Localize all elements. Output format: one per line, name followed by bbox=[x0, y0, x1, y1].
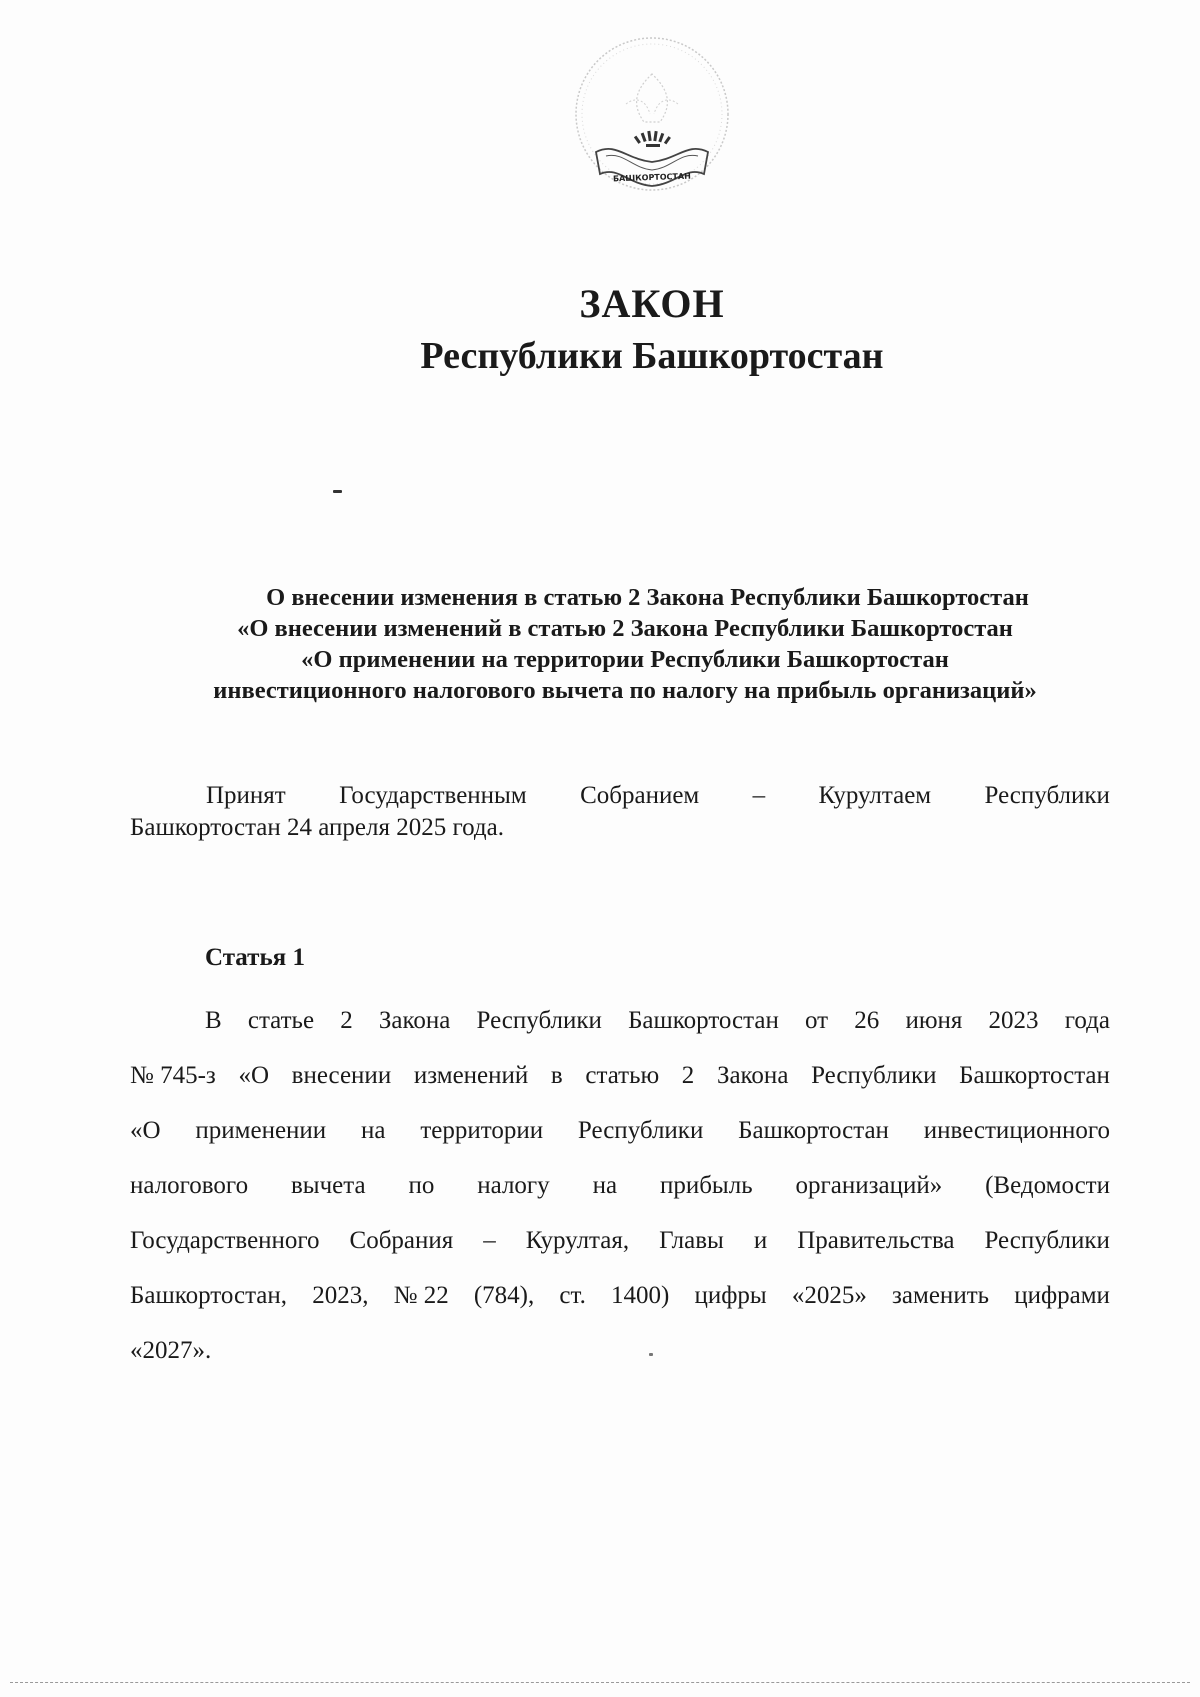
word: организаций» bbox=[795, 1172, 943, 1199]
word: 26 bbox=[854, 1007, 880, 1034]
word: 2023 bbox=[988, 1007, 1039, 1034]
word: Собранием bbox=[580, 782, 700, 809]
article-last-line: «2027». bbox=[130, 1337, 212, 1364]
word: в bbox=[550, 1062, 563, 1089]
adoption-line: Башкортостан 24 апреля 2025 года. bbox=[130, 814, 504, 841]
word: Закона bbox=[716, 1062, 789, 1089]
word: на bbox=[361, 1117, 386, 1144]
article-line bbox=[130, 1158, 1110, 1213]
document-title: ЗАКОН bbox=[579, 281, 725, 326]
article-line bbox=[130, 993, 1110, 1048]
article-line bbox=[130, 1268, 1110, 1323]
word: Башкортостан bbox=[628, 1007, 779, 1034]
word: статье bbox=[247, 1007, 315, 1034]
word: территории bbox=[420, 1117, 544, 1144]
word: инвестиционного bbox=[923, 1117, 1110, 1144]
word: № 745-з bbox=[130, 1062, 216, 1089]
word: июня bbox=[905, 1007, 963, 1034]
subject-line: «О применении на территории Республики Башкортостан bbox=[301, 646, 949, 673]
word: прибыль bbox=[659, 1172, 753, 1199]
word: Принят bbox=[206, 782, 286, 809]
word: от bbox=[805, 1007, 829, 1034]
word: Республики bbox=[811, 1062, 937, 1089]
word: статью bbox=[585, 1062, 660, 1089]
word: 2 bbox=[340, 1007, 353, 1034]
word: 2023, bbox=[312, 1282, 369, 1309]
word: Главы bbox=[659, 1227, 724, 1254]
subject-line: «О внесении изменений в статью 2 Закона Республики Башкортостан bbox=[237, 615, 1013, 642]
word: В bbox=[205, 1007, 222, 1034]
word: – bbox=[483, 1227, 496, 1254]
word: (Ведомости bbox=[985, 1172, 1110, 1199]
coat-of-arms-icon bbox=[566, 34, 756, 224]
word: Республики bbox=[577, 1117, 704, 1144]
word: по bbox=[408, 1172, 435, 1199]
word: «О bbox=[238, 1062, 270, 1089]
svg-text:БАШКОРТОСТАН: БАШКОРТОСТАН bbox=[612, 171, 691, 184]
article-line bbox=[130, 1048, 1110, 1103]
word: налогу bbox=[477, 1172, 550, 1199]
word: налогового bbox=[130, 1172, 249, 1199]
scan-speck bbox=[333, 490, 342, 493]
word: заменить bbox=[892, 1282, 990, 1309]
word: Республики bbox=[476, 1007, 602, 1034]
word: цифры bbox=[694, 1282, 767, 1309]
article-line bbox=[130, 1213, 1110, 1268]
word: на bbox=[592, 1172, 618, 1199]
word: Курултая, bbox=[525, 1227, 630, 1254]
word: «2025» bbox=[791, 1282, 867, 1309]
word: Государственным bbox=[339, 782, 527, 809]
word: Башкортостан bbox=[738, 1117, 889, 1144]
word: Республики bbox=[984, 782, 1110, 809]
word: Республики bbox=[984, 1227, 1110, 1254]
article-body bbox=[130, 993, 1110, 1378]
article-line bbox=[130, 1103, 1110, 1158]
word: цифрами bbox=[1014, 1282, 1110, 1309]
document-subtitle: Республики Башкортостан bbox=[420, 335, 884, 377]
word: вычета bbox=[290, 1172, 366, 1199]
word: и bbox=[753, 1227, 768, 1254]
word: Государственного bbox=[130, 1227, 320, 1254]
word: Башкортостан bbox=[959, 1062, 1110, 1089]
word: 2 bbox=[681, 1062, 695, 1089]
word: года bbox=[1064, 1007, 1110, 1034]
scan-speck bbox=[649, 1353, 653, 1356]
word: применении bbox=[195, 1117, 327, 1144]
word: Собрания bbox=[349, 1227, 454, 1254]
adoption-paragraph bbox=[130, 780, 1110, 844]
word: изменений bbox=[413, 1062, 529, 1089]
word: № 22 bbox=[393, 1282, 449, 1309]
subject-line: инвестиционного налогового вычета по налогу на прибыль организаций» bbox=[213, 677, 1037, 704]
scan-edge-line bbox=[10, 1682, 1190, 1683]
word: ст. bbox=[559, 1282, 586, 1309]
word: 1400) bbox=[610, 1282, 670, 1309]
article-heading: Статья 1 bbox=[205, 944, 305, 971]
subject-line: О внесении изменения в статью 2 Закона Республики Башкортостан bbox=[266, 584, 1029, 611]
word: Курултаем bbox=[818, 782, 932, 809]
word: Правительства bbox=[797, 1227, 955, 1254]
word: Закона bbox=[378, 1007, 451, 1034]
word: внесении bbox=[291, 1062, 392, 1089]
adoption-line bbox=[130, 780, 1110, 812]
word: Башкортостан, bbox=[130, 1282, 288, 1309]
word: «О bbox=[130, 1117, 161, 1144]
law-subject-heading bbox=[130, 582, 1120, 706]
word: (784), bbox=[473, 1282, 535, 1309]
word: – bbox=[752, 782, 766, 809]
